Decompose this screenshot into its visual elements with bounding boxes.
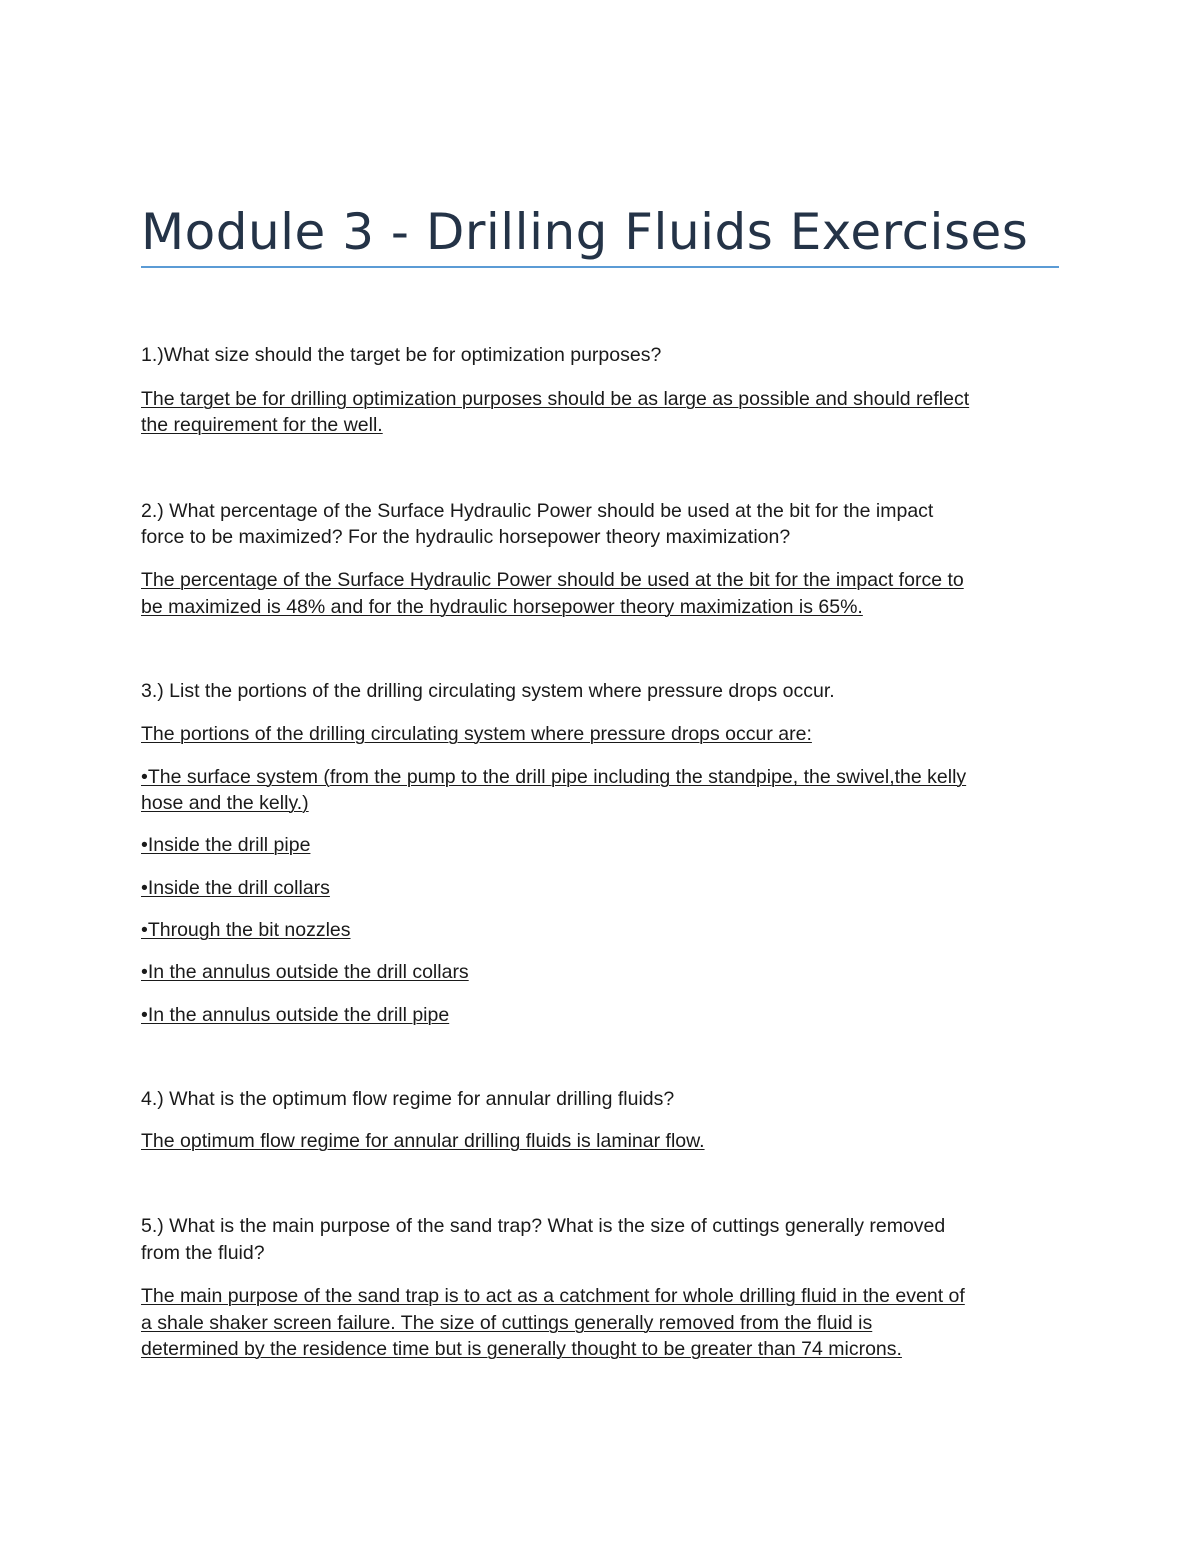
title-underline-rule [141,266,1059,268]
question-4: 4.) What is the optimum flow regime for annular drilling fluids? [141,1088,675,1110]
answer-5-line-1: The main purpose of the sand trap is to act as a catchment for whole drilling fluid in the event of [141,1285,965,1307]
answer-3-intro: The portions of the drilling circulating system where pressure drops occur are: [141,723,812,745]
answer-3-bullet-1-line-2: hose and the kelly.) [141,792,309,814]
question-5-line-2: from the fluid? [141,1242,265,1264]
question-1: 1.)What size should the target be for optimization purposes? [141,344,662,366]
answer-2-line-1: The percentage of the Surface Hydraulic Power should be used at the bit for the impact force to [141,569,964,591]
answer-2-line-2: be maximized is 48% and for the hydraulic horsepower theory maximization is 65%. [141,596,863,618]
question-3: 3.) List the portions of the drilling circulating system where pressure drops occur. [141,680,835,702]
answer-3-bullet-5: •In the annulus outside the drill collars [141,961,469,983]
document-title: Module 3 - Drilling Fluids Exercises [141,203,1029,261]
answer-3-bullet-1-line-1: •The surface system (from the pump to the drill pipe including the standpipe, the swivel,the kelly [141,766,967,788]
answer-3-bullet-3: •Inside the drill collars [141,877,330,899]
answer-5-line-3: determined by the residence time but is generally thought to be greater than 74 microns. [141,1338,902,1360]
answer-1-line-2: the requirement for the well. [141,414,383,436]
answer-4: The optimum flow regime for annular drilling fluids is laminar flow. [141,1130,705,1152]
question-5-line-1: 5.) What is the main purpose of the sand trap? What is the size of cuttings generally removed [141,1215,946,1237]
answer-5-line-2: a shale shaker screen failure. The size of cuttings generally removed from the fluid is [141,1312,873,1334]
answer-3-bullet-2: •Inside the drill pipe [141,834,311,856]
answer-1-line-1: The target be for drilling optimization purposes should be as large as possible and should reflect [141,388,970,410]
answer-3-bullet-6: •In the annulus outside the drill pipe [141,1004,450,1026]
answer-3-bullet-4: •Through the bit nozzles [141,919,351,941]
question-2-line-2: force to be maximized? For the hydraulic horsepower theory maximization? [141,526,791,548]
question-2-line-1: 2.) What percentage of the Surface Hydraulic Power should be used at the bit for the impact [141,500,934,522]
